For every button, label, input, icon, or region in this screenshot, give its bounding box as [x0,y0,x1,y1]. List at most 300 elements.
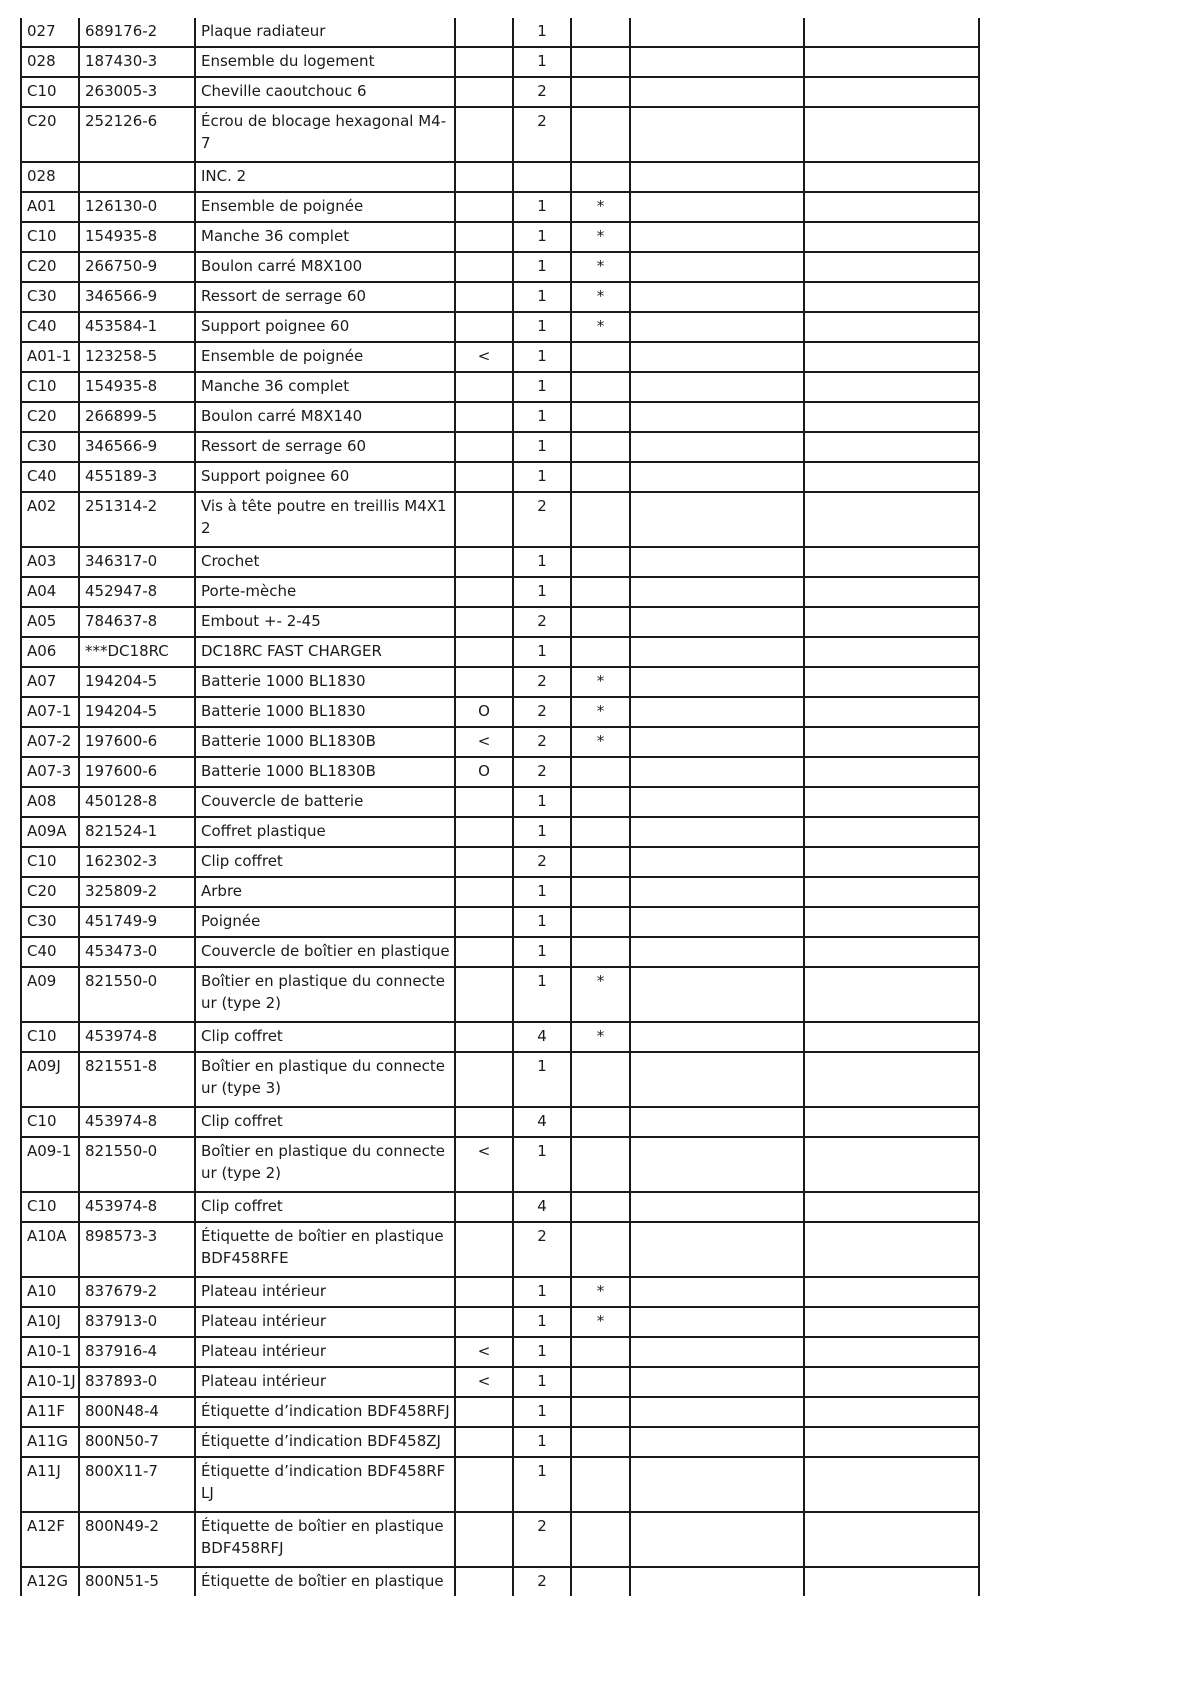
quantity: 1 [513,937,571,967]
note-cell-2 [804,252,979,282]
table-row [21,577,979,607]
description: Étiquette d’indication BDF458ZJ [195,1427,455,1457]
note-cell-2 [804,1137,979,1192]
note-cell [630,18,804,47]
quantity: 1 [513,787,571,817]
change-marker [455,18,513,47]
note-cell [630,1337,804,1367]
quantity: 1 [513,192,571,222]
change-marker [455,817,513,847]
note-cell [630,577,804,607]
item-ref: A04 [21,577,79,607]
table-row [21,1137,979,1192]
note-cell-2 [804,192,979,222]
part-number: 252126-6 [79,107,195,162]
note-cell [630,222,804,252]
remark-star [571,107,630,162]
remark-star: * [571,697,630,727]
table-row [21,1337,979,1367]
item-ref: A09J [21,1052,79,1107]
description: Arbre [195,877,455,907]
description: Porte-mèche [195,577,455,607]
remark-star [571,162,630,192]
description: Batterie 1000 BL1830B [195,727,455,757]
table-row [21,1192,979,1222]
quantity: 1 [513,1137,571,1192]
description: Support poignee 60 [195,462,455,492]
remark-star: * [571,667,630,697]
remark-star [571,1222,630,1277]
change-marker [455,607,513,637]
item-ref: A07 [21,667,79,697]
change-marker [455,312,513,342]
part-number: 837916-4 [79,1337,195,1367]
item-ref: A06 [21,637,79,667]
note-cell [630,547,804,577]
table-row [21,1307,979,1337]
description: Batterie 1000 BL1830 [195,697,455,727]
remark-star [571,462,630,492]
change-marker [455,402,513,432]
part-number: 197600-6 [79,757,195,787]
description: Boulon carré M8X140 [195,402,455,432]
quantity: 1 [513,1052,571,1107]
note-cell [630,697,804,727]
description: Manche 36 complet [195,222,455,252]
remark-star [571,757,630,787]
change-marker [455,192,513,222]
description: Ressort de serrage 60 [195,432,455,462]
description: Clip coffret [195,1022,455,1052]
quantity: 1 [513,547,571,577]
table-row [21,342,979,372]
quantity: 1 [513,372,571,402]
remark-star [571,1337,630,1367]
quantity: 1 [513,1367,571,1397]
note-cell [630,47,804,77]
table-row [21,1457,979,1512]
item-ref: C10 [21,77,79,107]
item-ref: C20 [21,107,79,162]
change-marker: < [455,1367,513,1397]
description: Clip coffret [195,1107,455,1137]
note-cell [630,607,804,637]
quantity: 2 [513,847,571,877]
table-row [21,607,979,637]
part-number: ***DC18RC [79,637,195,667]
part-number: 187430-3 [79,47,195,77]
description: Ensemble du logement [195,47,455,77]
part-number: 800X11-7 [79,1457,195,1512]
note-cell-2 [804,162,979,192]
item-ref: A08 [21,787,79,817]
quantity: 1 [513,1277,571,1307]
item-ref: C10 [21,372,79,402]
note-cell-2 [804,1107,979,1137]
description: DC18RC FAST CHARGER [195,637,455,667]
part-number: 784637-8 [79,607,195,637]
remark-star [571,1457,630,1512]
item-ref: C10 [21,1192,79,1222]
part-number [79,162,195,192]
quantity: 1 [513,47,571,77]
note-cell-2 [804,372,979,402]
part-number: 800N50-7 [79,1427,195,1457]
item-ref: A10A [21,1222,79,1277]
table-row [21,697,979,727]
table-row [21,312,979,342]
item-ref: 028 [21,47,79,77]
item-ref: C40 [21,462,79,492]
note-cell-2 [804,847,979,877]
part-number: 126130-0 [79,192,195,222]
description: Crochet [195,547,455,577]
change-marker [455,547,513,577]
table-row [21,667,979,697]
part-number: 197600-6 [79,727,195,757]
remark-star: * [571,252,630,282]
table-row [21,402,979,432]
description: Poignée [195,907,455,937]
table-row [21,192,979,222]
change-marker [455,1192,513,1222]
table-row [21,77,979,107]
remark-star [571,47,630,77]
remark-star [571,1107,630,1137]
table-row [21,757,979,787]
note-cell-2 [804,1277,979,1307]
quantity: 2 [513,107,571,162]
description: Étiquette d’indication BDF458RFLJ [195,1457,455,1512]
note-cell-2 [804,18,979,47]
note-cell [630,1457,804,1512]
remark-star [571,342,630,372]
item-ref: A10 [21,1277,79,1307]
change-marker [455,1307,513,1337]
description: Batterie 1000 BL1830B [195,757,455,787]
remark-star [571,787,630,817]
note-cell-2 [804,222,979,252]
part-number: 154935-8 [79,372,195,402]
change-marker: < [455,342,513,372]
note-cell [630,462,804,492]
description: Coffret plastique [195,817,455,847]
part-number: 451749-9 [79,907,195,937]
description: Étiquette de boîtier en plastique [195,1567,455,1596]
table-row [21,162,979,192]
note-cell [630,637,804,667]
table-row [21,492,979,547]
item-ref: A12F [21,1512,79,1567]
description: Ensemble de poignée [195,342,455,372]
note-cell-2 [804,727,979,757]
change-marker: O [455,757,513,787]
table-row [21,1367,979,1397]
item-ref: C30 [21,907,79,937]
description: Étiquette de boîtier en plastique BDF458RFJ [195,1512,455,1567]
note-cell [630,967,804,1022]
item-ref: A11J [21,1457,79,1512]
table-row [21,877,979,907]
table-row [21,1022,979,1052]
description: INC. 2 [195,162,455,192]
quantity: 2 [513,77,571,107]
description: Boîtier en plastique du connecteur (type 2) [195,1137,455,1192]
quantity: 4 [513,1192,571,1222]
remark-star [571,907,630,937]
item-ref: A12G [21,1567,79,1596]
part-number: 453974-8 [79,1192,195,1222]
part-number: 251314-2 [79,492,195,547]
quantity: 4 [513,1022,571,1052]
note-cell-2 [804,907,979,937]
quantity: 1 [513,1427,571,1457]
description: Embout +- 2-45 [195,607,455,637]
part-number: 154935-8 [79,222,195,252]
change-marker [455,222,513,252]
change-marker [455,77,513,107]
note-cell-2 [804,1307,979,1337]
note-cell-2 [804,1052,979,1107]
remark-star [571,492,630,547]
table-row [21,937,979,967]
note-cell [630,1512,804,1567]
table-row [21,1427,979,1457]
item-ref: A07-2 [21,727,79,757]
note-cell [630,282,804,312]
change-marker [455,492,513,547]
note-cell-2 [804,877,979,907]
part-number: 837893-0 [79,1367,195,1397]
note-cell [630,937,804,967]
description: Support poignee 60 [195,312,455,342]
quantity: 1 [513,907,571,937]
remark-star [571,1427,630,1457]
remark-star: * [571,312,630,342]
note-cell-2 [804,667,979,697]
remark-star: * [571,1277,630,1307]
change-marker [455,667,513,697]
description: Boîtier en plastique du connecteur (type 2) [195,967,455,1022]
remark-star: * [571,192,630,222]
note-cell [630,787,804,817]
note-cell-2 [804,492,979,547]
table-row [21,907,979,937]
item-ref: 027 [21,18,79,47]
table-row [21,547,979,577]
description: Plaque radiateur [195,18,455,47]
note-cell [630,77,804,107]
note-cell [630,492,804,547]
change-marker [455,1107,513,1137]
description: Écrou de blocage hexagonal M4-7 [195,107,455,162]
note-cell [630,342,804,372]
remark-star [571,77,630,107]
remark-star [571,18,630,47]
item-ref: C30 [21,282,79,312]
note-cell-2 [804,637,979,667]
note-cell-2 [804,1222,979,1277]
item-ref: A10J [21,1307,79,1337]
quantity: 1 [513,432,571,462]
note-cell-2 [804,282,979,312]
item-ref: A11F [21,1397,79,1427]
part-number: 453974-8 [79,1107,195,1137]
remark-star: * [571,282,630,312]
note-cell [630,1397,804,1427]
remark-star [571,432,630,462]
table-row [21,1107,979,1137]
note-cell [630,727,804,757]
change-marker [455,907,513,937]
quantity: 1 [513,577,571,607]
change-marker [455,1022,513,1052]
item-ref: A09A [21,817,79,847]
item-ref: A10-1J [21,1367,79,1397]
description: Boîtier en plastique du connecteur (type 3) [195,1052,455,1107]
part-number: 821550-0 [79,967,195,1022]
quantity: 2 [513,1567,571,1596]
quantity: 2 [513,492,571,547]
note-cell [630,1277,804,1307]
note-cell-2 [804,967,979,1022]
part-number: 162302-3 [79,847,195,877]
item-ref: C40 [21,937,79,967]
note-cell-2 [804,47,979,77]
part-number: 346566-9 [79,282,195,312]
table-row [21,47,979,77]
note-cell [630,757,804,787]
quantity: 1 [513,637,571,667]
description: Boulon carré M8X100 [195,252,455,282]
change-marker [455,1397,513,1427]
note-cell [630,1052,804,1107]
item-ref: A07-1 [21,697,79,727]
note-cell-2 [804,1567,979,1596]
description: Ensemble de poignée [195,192,455,222]
change-marker [455,1052,513,1107]
item-ref: A02 [21,492,79,547]
note-cell-2 [804,1367,979,1397]
note-cell [630,432,804,462]
table-row [21,847,979,877]
item-ref: C10 [21,847,79,877]
remark-star [571,877,630,907]
change-marker: O [455,697,513,727]
quantity: 2 [513,1222,571,1277]
remark-star [571,1137,630,1192]
note-cell-2 [804,577,979,607]
remark-star: * [571,1022,630,1052]
remark-star: * [571,967,630,1022]
note-cell [630,1137,804,1192]
table-row [21,817,979,847]
note-cell [630,667,804,697]
note-cell-2 [804,432,979,462]
part-number: 123258-5 [79,342,195,372]
quantity: 1 [513,1307,571,1337]
note-cell [630,107,804,162]
change-marker [455,252,513,282]
item-ref: A01 [21,192,79,222]
part-number: 821551-8 [79,1052,195,1107]
item-ref: A01-1 [21,342,79,372]
description: Vis à tête poutre en treillis M4X12 [195,492,455,547]
note-cell [630,1192,804,1222]
part-number: 821550-0 [79,1137,195,1192]
remark-star [571,1192,630,1222]
change-marker [455,877,513,907]
quantity: 2 [513,727,571,757]
note-cell-2 [804,817,979,847]
quantity: 4 [513,1107,571,1137]
part-number: 898573-3 [79,1222,195,1277]
change-marker [455,787,513,817]
note-cell [630,1567,804,1596]
table-row [21,787,979,817]
quantity: 1 [513,877,571,907]
remark-star [571,607,630,637]
remark-star [571,372,630,402]
remark-star [571,547,630,577]
remark-star [571,1052,630,1107]
part-number: 800N49-2 [79,1512,195,1567]
note-cell [630,907,804,937]
quantity: 1 [513,402,571,432]
part-number: 821524-1 [79,817,195,847]
quantity: 1 [513,967,571,1022]
change-marker [455,637,513,667]
note-cell [630,1022,804,1052]
part-number: 346566-9 [79,432,195,462]
change-marker [455,1512,513,1567]
table-row [21,462,979,492]
change-marker: < [455,727,513,757]
part-number: 453974-8 [79,1022,195,1052]
quantity: 2 [513,1512,571,1567]
note-cell-2 [804,937,979,967]
note-cell-2 [804,607,979,637]
item-ref: C10 [21,1022,79,1052]
part-number: 266899-5 [79,402,195,432]
quantity: 2 [513,757,571,787]
quantity: 1 [513,282,571,312]
change-marker [455,967,513,1022]
note-cell-2 [804,312,979,342]
description: Manche 36 complet [195,372,455,402]
note-cell-2 [804,1457,979,1512]
change-marker [455,162,513,192]
change-marker [455,107,513,162]
part-number: 450128-8 [79,787,195,817]
change-marker [455,462,513,492]
note-cell-2 [804,757,979,787]
remark-star: * [571,727,630,757]
item-ref: C40 [21,312,79,342]
note-cell [630,192,804,222]
quantity: 1 [513,342,571,372]
note-cell-2 [804,1397,979,1427]
part-number: 194204-5 [79,697,195,727]
description: Plateau intérieur [195,1367,455,1397]
table-row [21,222,979,252]
note-cell [630,817,804,847]
change-marker [455,937,513,967]
part-number: 453584-1 [79,312,195,342]
description: Couvercle de boîtier en plastique [195,937,455,967]
description: Cheville caoutchouc 6 [195,77,455,107]
part-number: 689176-2 [79,18,195,47]
